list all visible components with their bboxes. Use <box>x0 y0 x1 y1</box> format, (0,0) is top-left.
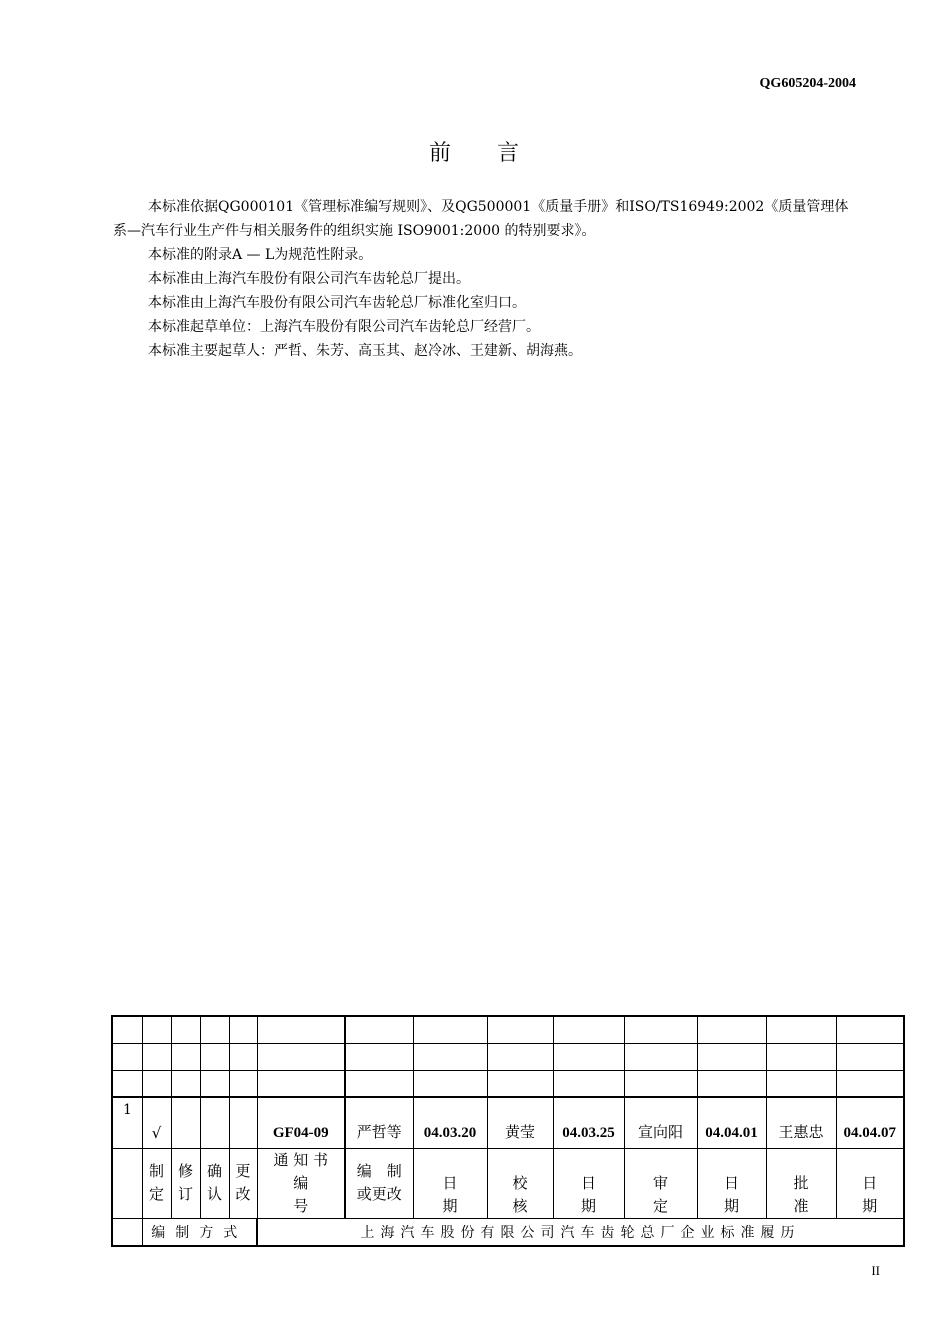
entry-check-date: 04.03.25 <box>553 1097 624 1148</box>
entry-notice-number: GF04-09 <box>257 1097 345 1148</box>
paragraph: 本标准的附录A — L为规范性附录。 <box>148 247 373 263</box>
empty-row <box>112 1043 904 1070</box>
page-number: II <box>871 1263 880 1278</box>
label-formulate: 制 定 <box>142 1148 171 1218</box>
label-compile: 编 制 或更改 <box>345 1148 413 1218</box>
entry-reviewer: 宣向阳 <box>624 1097 697 1148</box>
record-entry-row <box>112 1097 904 1148</box>
entry-index: 1 <box>112 1097 142 1148</box>
label-row <box>112 1148 904 1218</box>
label-confirm: 确 认 <box>200 1148 229 1218</box>
paragraph: 本标准主要起草人：严哲、朱芳、高玉其、赵冷冰、王建新、胡海燕。 <box>148 343 582 359</box>
entry-author: 严哲等 <box>345 1097 413 1148</box>
footer-row <box>112 1218 904 1246</box>
label-date: 日 期 <box>413 1148 487 1218</box>
document-code: QG605204-2004 <box>759 76 856 91</box>
record-title: 上海汽车股份有限公司汽车齿轮总厂企业标准履历 <box>257 1218 904 1246</box>
label-approve: 批 准 <box>766 1148 836 1218</box>
compile-method-label: 编制方式 <box>142 1218 257 1246</box>
label-notice-number: 通 知 书 编 号 <box>257 1148 345 1218</box>
label-check: 校 核 <box>487 1148 553 1218</box>
entry-check-mark: √ <box>142 1097 171 1148</box>
label-date: 日 期 <box>553 1148 624 1218</box>
paragraph: 本标准由上海汽车股份有限公司汽车齿轮总厂标准化室归口。 <box>148 295 526 311</box>
label-date: 日 期 <box>697 1148 766 1218</box>
empty-row <box>112 1016 904 1043</box>
entry-approve-date: 04.04.07 <box>836 1097 904 1148</box>
foreword-body <box>113 195 861 363</box>
empty-row <box>112 1070 904 1097</box>
entry-author-date: 04.03.20 <box>413 1097 487 1148</box>
entry-checker: 黄莹 <box>487 1097 553 1148</box>
paragraph: 本标准起草单位：上海汽车股份有限公司汽车齿轮总厂经营厂。 <box>148 319 540 335</box>
entry-review-date: 04.04.01 <box>697 1097 766 1148</box>
label-review: 审 定 <box>624 1148 697 1218</box>
title-part-1: 前 <box>428 141 453 166</box>
paragraph: 本标准由上海汽车股份有限公司汽车齿轮总厂提出。 <box>148 271 470 287</box>
page-title <box>0 136 950 167</box>
label-revise: 修 订 <box>171 1148 200 1218</box>
title-part-2: 言 <box>497 141 522 166</box>
paragraph: 本标准依据QG000101《管理标准编写规则》、及QG500001《质量手册》和ISO/TS16949:2002《质量管理体系—汽车行业生产件与相关服务件的组织实施 ISO9001:2000 的特别要求》。 <box>113 199 849 239</box>
label-date: 日 期 <box>836 1148 904 1218</box>
entry-approver: 王惠忠 <box>766 1097 836 1148</box>
label-change: 更 改 <box>229 1148 257 1218</box>
revision-record-table <box>111 1015 905 1247</box>
